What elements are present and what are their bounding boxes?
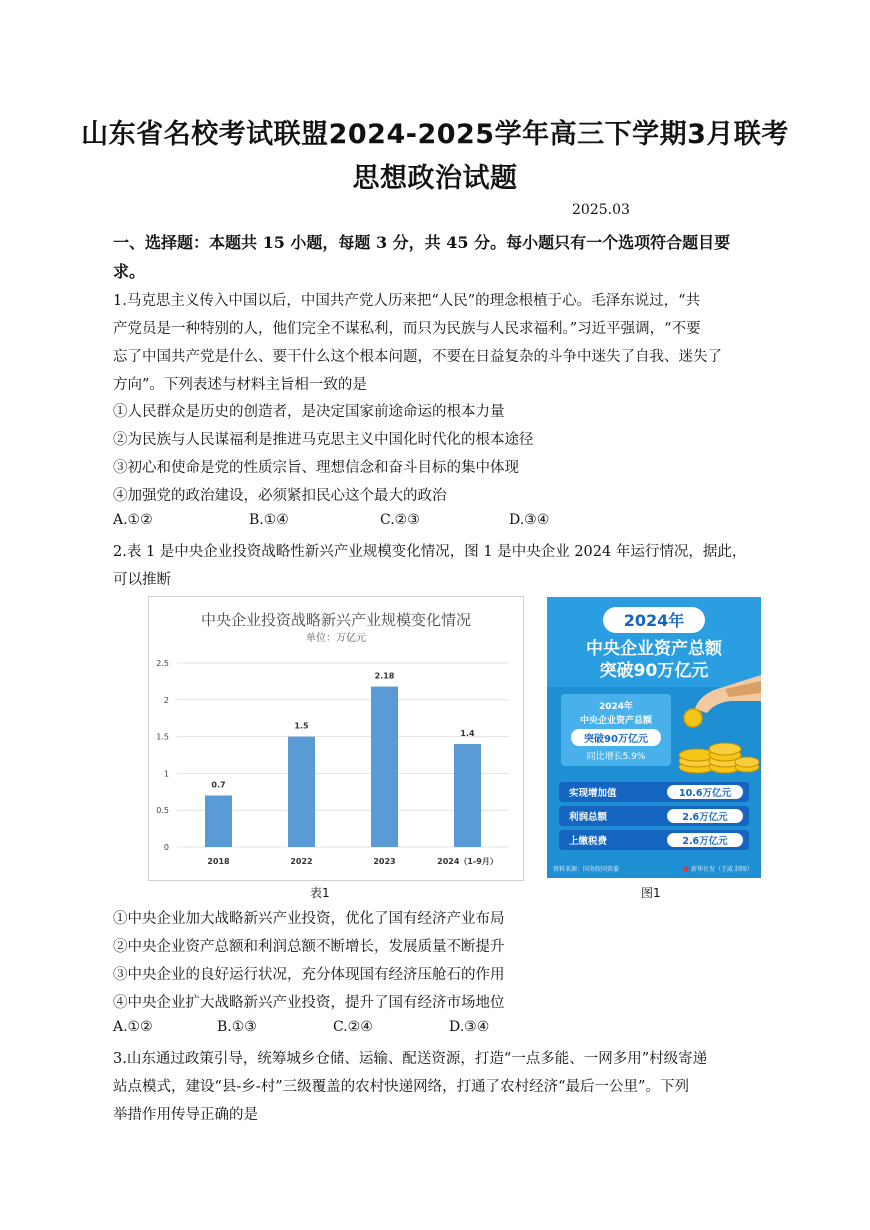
stat-row — [559, 830, 749, 850]
stat-value: 2.6万亿元 — [682, 836, 728, 847]
card-year: 2024年 — [598, 702, 634, 712]
y-tick-label: 1 — [163, 769, 169, 779]
q2-item: ③中央企业的良好运行状况，充分体现国有经济压舱石的作用 — [113, 967, 505, 983]
stat-row — [559, 782, 749, 802]
poster-headline: 突破90万亿元 — [599, 661, 709, 681]
q3-stem-line: 站点模式，建设“县-乡-村”三级覆盖的农村快递网络，打通了农村经济“最后一公里”。下列 — [113, 1079, 689, 1095]
stat-label: 利润总额 — [569, 812, 608, 823]
paper-title: 山东省名校考试联盟2024-2025学年高三下学期3月联考 — [81, 119, 789, 150]
bar — [205, 795, 232, 847]
q1-option-c[interactable]: C.②③ — [380, 512, 420, 528]
x-tick-label: 2023 — [373, 857, 396, 866]
q1-option-a[interactable]: A.①② — [113, 512, 153, 528]
y-tick-label: 0.5 — [156, 806, 169, 816]
bar-chart — [148, 596, 524, 881]
table-caption: 表1 — [310, 886, 330, 900]
q1-option-b[interactable]: B.①④ — [249, 512, 289, 528]
section-heading: 一、选择题：本题共 15 小题，每题 3 分，共 45 分。每小题只有一个选项符合题目要 — [113, 233, 731, 252]
q1-stem-line: 产党员是一种特别的人，他们完全不谋私利，而只为民族与人民求福利。”习近平强调，“不要 — [113, 321, 701, 337]
chart-subtitle: 单位：万亿元 — [306, 633, 366, 644]
q1-item: ③初心和使命是党的性质宗旨、理想信念和奋斗目标的集中体现 — [113, 460, 519, 476]
card-pill-text: 突破90万亿元 — [584, 734, 648, 745]
xinhua-logo-icon — [684, 867, 689, 872]
q1-item: ②为民族与人民谋福利是推进马克思主义中国化时代化的根本途径 — [113, 432, 534, 448]
infographic-svg — [547, 597, 761, 878]
bar — [454, 744, 481, 847]
bar — [371, 687, 398, 847]
q2-option-b[interactable]: B.①③ — [217, 1019, 257, 1035]
card-growth: 同比增长5.9% — [586, 752, 646, 762]
poster-credit: 新华社发（王威 制图） — [691, 866, 753, 873]
figure-caption: 图1 — [641, 886, 661, 900]
q2-option-d[interactable]: D.③④ — [449, 1019, 490, 1035]
coin-icon — [684, 709, 702, 727]
x-tick-label: 2022 — [290, 857, 313, 866]
section-heading-cont: 求。 — [113, 262, 146, 281]
q2-item: ①中央企业加大战略新兴产业投资，优化了国有经济产业布局 — [113, 911, 505, 927]
q1-item: ④加强党的政治建设，必须紧扣民心这个最大的政治 — [113, 488, 447, 504]
q1-stem-line: 忘了中国共产党是什么、要干什么这个根本问题，不要在日益复杂的斗争中迷失了自我、迷失了 — [113, 349, 722, 365]
q3-stem-line: 举措作用传导正确的是 — [113, 1107, 258, 1123]
card-line: 中央企业资产总额 — [579, 716, 653, 726]
q1-option-d[interactable]: D.③④ — [509, 512, 550, 528]
stat-row — [559, 806, 749, 826]
stat-value: 10.6万亿元 — [679, 788, 731, 799]
poster-source: 资料来源：国务院国资委 — [553, 866, 620, 873]
x-tick-label: 2024（1-9月） — [437, 857, 498, 866]
bar-value-label: 1.5 — [294, 721, 309, 731]
poster-year: 2024年 — [623, 611, 685, 630]
y-tick-label: 0 — [163, 843, 169, 852]
q2-option-c[interactable]: C.②④ — [333, 1019, 373, 1035]
bar-value-label: 1.4 — [460, 728, 475, 738]
chart-title: 中央企业投资战略新兴产业规模变化情况 — [200, 611, 472, 629]
q1-item: ①人民群众是历史的创造者，是决定国家前途命运的根本力量 — [113, 404, 505, 420]
bar — [288, 737, 315, 847]
q2-item: ②中央企业资产总额和利润总额不断增长，发展质量不断提升 — [113, 939, 505, 955]
x-tick-label: 2018 — [207, 857, 230, 866]
q2-option-a[interactable]: A.①② — [113, 1019, 153, 1035]
exam-date: 2025.03 — [572, 202, 630, 218]
q2-stem-line: 2.表 1 是中央企业投资战略性新兴产业规模变化情况，图 1 是中央企业 2024 年运行情况，据此， — [113, 544, 747, 560]
stat-label: 实现增加值 — [569, 788, 617, 799]
y-tick-label: 1.5 — [156, 732, 169, 742]
bar-value-label: 2.18 — [374, 671, 395, 681]
stat-value: 2.6万亿元 — [682, 812, 728, 823]
q2-item: ④中央企业扩大战略新兴产业投资，提升了国有经济市场地位 — [113, 995, 505, 1011]
bar-value-label: 0.7 — [211, 780, 226, 790]
q1-stem-line: 1.马克思主义传入中国以后，中国共产党人历来把“人民”的理念根植于心。毛泽东说过，“共 — [113, 293, 701, 309]
q2-stem-line: 可以推断 — [113, 572, 171, 588]
y-tick-label: 2.5 — [156, 659, 169, 668]
q3-stem-line: 3.山东通过政策引导，统筹城乡仓储、运输、配送资源，打造“一点多能、一网多用”村级寄递 — [113, 1051, 708, 1067]
poster-headline: 中央企业资产总额 — [586, 639, 722, 659]
infographic-poster — [547, 597, 761, 878]
q1-stem-line: 方向”。下列表述与材料主旨相一致的是 — [113, 377, 367, 393]
paper-subtitle: 思想政治试题 — [352, 163, 518, 194]
stat-label: 上缴税费 — [569, 836, 608, 847]
bar-chart-svg — [149, 597, 523, 880]
y-tick-label: 2 — [163, 695, 169, 705]
